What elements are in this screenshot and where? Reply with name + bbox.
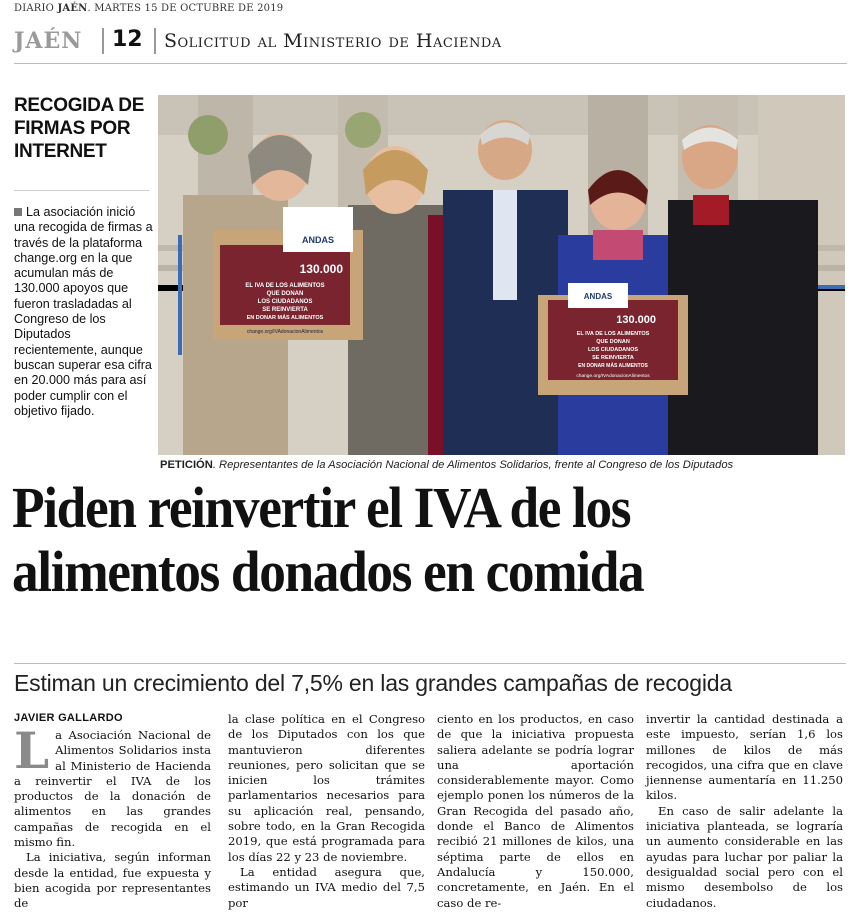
drop-cap: L [14, 721, 50, 780]
article-column-2 [228, 712, 425, 911]
section-title: Solicitud al Ministerio de Hacienda [164, 30, 502, 52]
box-line: LOS CIUDADANOS [257, 299, 313, 305]
box-url: change.org/IVAdonacionAlimentos [246, 329, 324, 335]
headline-line: alimentos donados en comida [12, 539, 644, 604]
headline [12, 476, 785, 604]
news-photo [158, 95, 845, 455]
caption-label: PETICIÓN [160, 459, 213, 471]
subhead-rule [14, 663, 846, 664]
sidebar-text [14, 205, 154, 419]
subheadline: Estiman un crecimiento del 7,5% en las grandes campañas de recogida [14, 670, 732, 696]
box-count: 130.000 [299, 262, 343, 276]
box-line: EL IVA DE LOS ALIMENTOS [576, 331, 650, 337]
section-name: JAÉN [14, 28, 83, 54]
paragraph: a Asociación Nacional de Alimentos Solidarios insta al Ministerio de Hacienda a reinvertir el IVA de los productos de la donación de alimentos en las grandes campañas de recogida en el mismo fin. [14, 728, 211, 850]
box-line: QUE DONAN [266, 291, 304, 297]
box-count: 130.000 [616, 314, 656, 326]
photo-caption [160, 459, 733, 471]
box-logo: ANDAS [583, 292, 613, 301]
paragraph: La iniciativa, según informan desde la entidad, fue expuesta y bien acogida por representantes de [14, 850, 211, 911]
section-divider [102, 28, 104, 54]
box-logo: ANDAS [301, 235, 335, 245]
sidebar-body: La asociación inició una recogida de firmas a través de la plataforma change.org en la que acumulan más de 130.000 apoyos que fueron trasladadas al Congreso de los Diputados recientemente, aunque buscan superar esa cifra en 20.000 más para así poder cumplir con el objetivo fijado. [14, 205, 153, 418]
article-column-1 [14, 721, 211, 912]
article-column-4 [646, 712, 843, 911]
article-column-3 [437, 712, 634, 911]
box-url: change.org/IVAdonacionAlimentos [576, 374, 650, 379]
masthead-paper: DIARIO [14, 3, 55, 14]
section-divider [154, 28, 156, 54]
paragraph: invertir la cantidad destinada a este impuesto, serían 1,6 los millones de kilos de más recogidos, una cifra que en clave jiennense aumentaría en 11.250 kilos. [646, 712, 843, 803]
masthead [14, 3, 283, 14]
box-line: QUE DONAN [596, 339, 630, 345]
box-line: EN DONAR MÁS ALIMENTOS [246, 315, 324, 321]
byline: JAVIER GALLARDO [14, 712, 123, 724]
box-line: EN DONAR MÁS ALIMENTOS [578, 363, 648, 369]
headline-line: Piden reinvertir el IVA de los [12, 475, 631, 540]
paragraph: ciento en los productos, en caso de que la iniciativa propuesta saliera adelante se podría lograr una aportación considerablemente mayor. Como ejemplo ponen los números de la Gran Recogida del pasado año, donde el Banco de Alimentos recibió 21 millones de kilos, una séptima parte de ellos en Andalucía y 150.000, concretamente, en Jaén. En el caso de re- [437, 712, 634, 910]
paragraph: La entidad asegura que, estimando un IVA medio del 7,5 por [228, 864, 425, 910]
paragraph: la clase política en el Congreso de los Diputados con los que mantuvieron diferentes reuniones, pero solicitan que se inicien los trámites parlamentarios necesarios para su aplicación real, pensando, sobre todo, en la Gran Recogida 2019, que está programada para los días 22 y 23 de noviembre. [228, 712, 425, 864]
box-line: SE REINVIERTA [592, 355, 634, 361]
masthead-city: JAÉN [57, 3, 88, 14]
sidebar-rule [14, 190, 149, 191]
box-line: LOS CIUDADANOS [587, 347, 639, 353]
sidebar-heading: RECOGIDA DE FIRMAS POR INTERNET [14, 95, 145, 162]
page-number: 12 [112, 27, 143, 52]
photo-illustration [158, 95, 845, 455]
bullet-square-icon [14, 208, 22, 216]
paragraph: En caso de salir adelante la iniciativa planteada, se lograría un aumento considerable en las ayudas para luchar por paliar la desigualdad social pero con el mismo desembolso de los ciudadanos. [646, 803, 843, 910]
box-line: EL IVA DE LOS ALIMENTOS [245, 283, 325, 289]
section-bar [14, 22, 847, 64]
box-line: SE REINVIERTA [262, 307, 308, 313]
masthead-date: . MARTES 15 DE OCTUBRE DE 2019 [87, 3, 284, 14]
caption-text: . Representantes de la Asociación Nacional de Alimentos Solidarios, frente al Congreso de los Diputados [212, 459, 734, 471]
